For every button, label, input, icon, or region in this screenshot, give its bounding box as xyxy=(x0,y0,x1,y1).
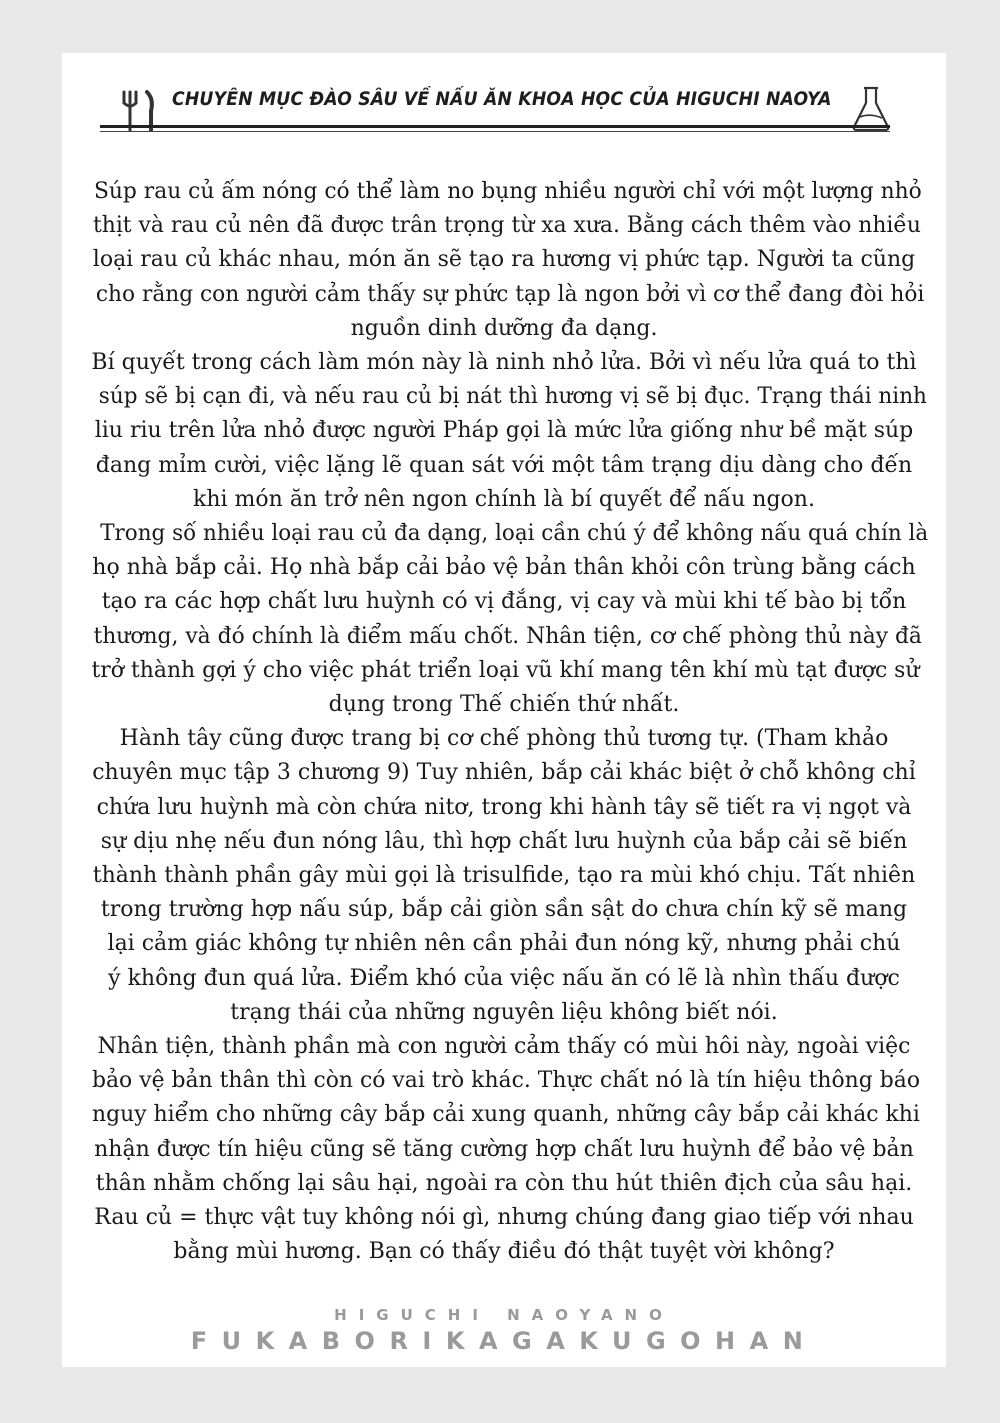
text-line: liu riu trên lửa nhỏ được người Pháp gọi là mức lửa giống như bề mặt súp xyxy=(94,418,914,444)
text-line: lại cảm giác không tự nhiên nên cần phải đun nóng kỹ, nhưng phải chú xyxy=(107,931,901,957)
footer-author: HIGUCHI NAOYANO xyxy=(334,1306,674,1324)
text-line: cho rằng con người cảm thấy sự phức tạp là ngon bởi vì cơ thể đang đòi hỏi xyxy=(95,281,925,307)
footer-series-title: FUKABORIKAGAKUGOHAN xyxy=(190,1327,818,1355)
text-line: loại rau củ khác nhau, món ăn sẽ tạo ra hương vị phức tạp. Người ta cũng xyxy=(92,247,916,273)
text-line: trong trường hợp nấu súp, bắp cải giòn sần sật do chưa chín kỹ sẽ mang xyxy=(100,897,908,923)
text-line: chuyên mục tập 3 chương 9) Tuy nhiên, bắp cải khác biệt ở chỗ không chỉ xyxy=(92,760,916,786)
text-line: thân nhằm chống lại sâu hại, ngoài ra còn thu hút thiên địch của sâu hại. xyxy=(95,1170,913,1196)
text-line: Rau củ = thực vật tuy không nói gì, nhưng chúng đang giao tiếp với nhau xyxy=(94,1205,914,1231)
text-line: súp sẽ bị cạn đi, và nếu rau củ bị nát thì hương vị sẽ bị đục. Trạng thái ninh xyxy=(98,384,927,410)
text-line: sự dịu nhẹ nếu đun nóng lâu, thì hợp chất lưu huỳnh của bắp cải sẽ biến xyxy=(100,828,908,854)
column-header xyxy=(102,75,892,145)
text-line: thương, và đó chính là điểm mấu chốt. Nhân tiện, cơ chế phòng thủ này đã xyxy=(93,623,922,649)
column-title: CHUYÊN MỤC ĐÀO SÂU VỀ NẤU ĂN KHOA HỌC CỦA HIGUCHI NAOYA xyxy=(172,89,832,110)
text-line: Nhân tiện, thành phần mà con người cảm thấy có mùi hôi này, ngoài việc xyxy=(97,1034,911,1060)
header-rule-thin xyxy=(100,131,890,132)
text-line: nguy hiểm cho những cây bắp cải xung quanh, những cây bắp cải khác khi xyxy=(91,1102,920,1128)
text-line: Hành tây cũng được trang bị cơ chế phòng thủ tương tự. (Tham khảo xyxy=(119,726,889,752)
text-line: khi món ăn trở nên ngon chính là bí quyết để nấu ngon. xyxy=(193,486,815,512)
text-line: Trong số nhiều loại rau củ đa dạng, loại cần chú ý để không nấu quá chín là xyxy=(100,521,929,547)
text-line: thành thành phần gây mùi gọi là trisulfide, tạo ra mùi khó chịu. Tất nhiên xyxy=(92,863,916,889)
text-line: Bí quyết trong cách làm món này là ninh nhỏ lửa. Bởi vì nếu lửa quá to thì xyxy=(91,350,917,376)
text-line: trạng thái của những nguyên liệu không biết nói. xyxy=(230,999,778,1025)
header-rule xyxy=(100,125,890,128)
text-line: tạo ra các hợp chất lưu huỳnh có vị đắng, vị cay và mùi khi tế bào bị tổn xyxy=(101,589,907,615)
text-line: bảo vệ bản thân thì còn có vai trò khác. Thực chất nó là tín hiệu thông báo xyxy=(91,1068,921,1094)
text-line: trở thành gợi ý cho việc phát triển loại vũ khí mang tên khí mù tạt được sử xyxy=(91,657,920,683)
text-line: họ nhà bắp cải. Họ nhà bắp cải bảo vệ bản thân khỏi côn trùng bằng cách xyxy=(92,555,916,581)
text-line: chứa lưu huỳnh mà còn chứa nitơ, trong khi hành tây sẽ tiết ra vị ngọt và xyxy=(96,794,912,820)
text-line: thịt và rau củ nên đã được trân trọng từ xa xưa. Bằng cách thêm vào nhiều xyxy=(92,213,921,239)
article-body xyxy=(90,175,929,1270)
text-line: ý không đun quá lửa. Điểm khó của việc nấu ăn có lẽ là nhìn thấu được xyxy=(108,965,900,991)
text-line: nguồn dinh dưỡng đa dạng. xyxy=(350,315,658,341)
text-line: bằng mùi hương. Bạn có thấy điều đó thật tuyệt vời không? xyxy=(173,1239,835,1265)
text-line: nhận được tín hiệu cũng sẽ tăng cường hợp chất lưu huỳnh để bảo vệ bản xyxy=(94,1136,914,1162)
text-line: dụng trong Thế chiến thứ nhất. xyxy=(328,692,680,718)
page-sheet xyxy=(62,53,946,1367)
text-line: Súp rau củ ấm nóng có thể làm no bụng nhiều người chỉ với một lượng nhỏ xyxy=(93,179,922,204)
text-line: đang mỉm cười, việc lặng lẽ quan sát với một tâm trạng dịu dàng cho đến xyxy=(95,452,913,478)
